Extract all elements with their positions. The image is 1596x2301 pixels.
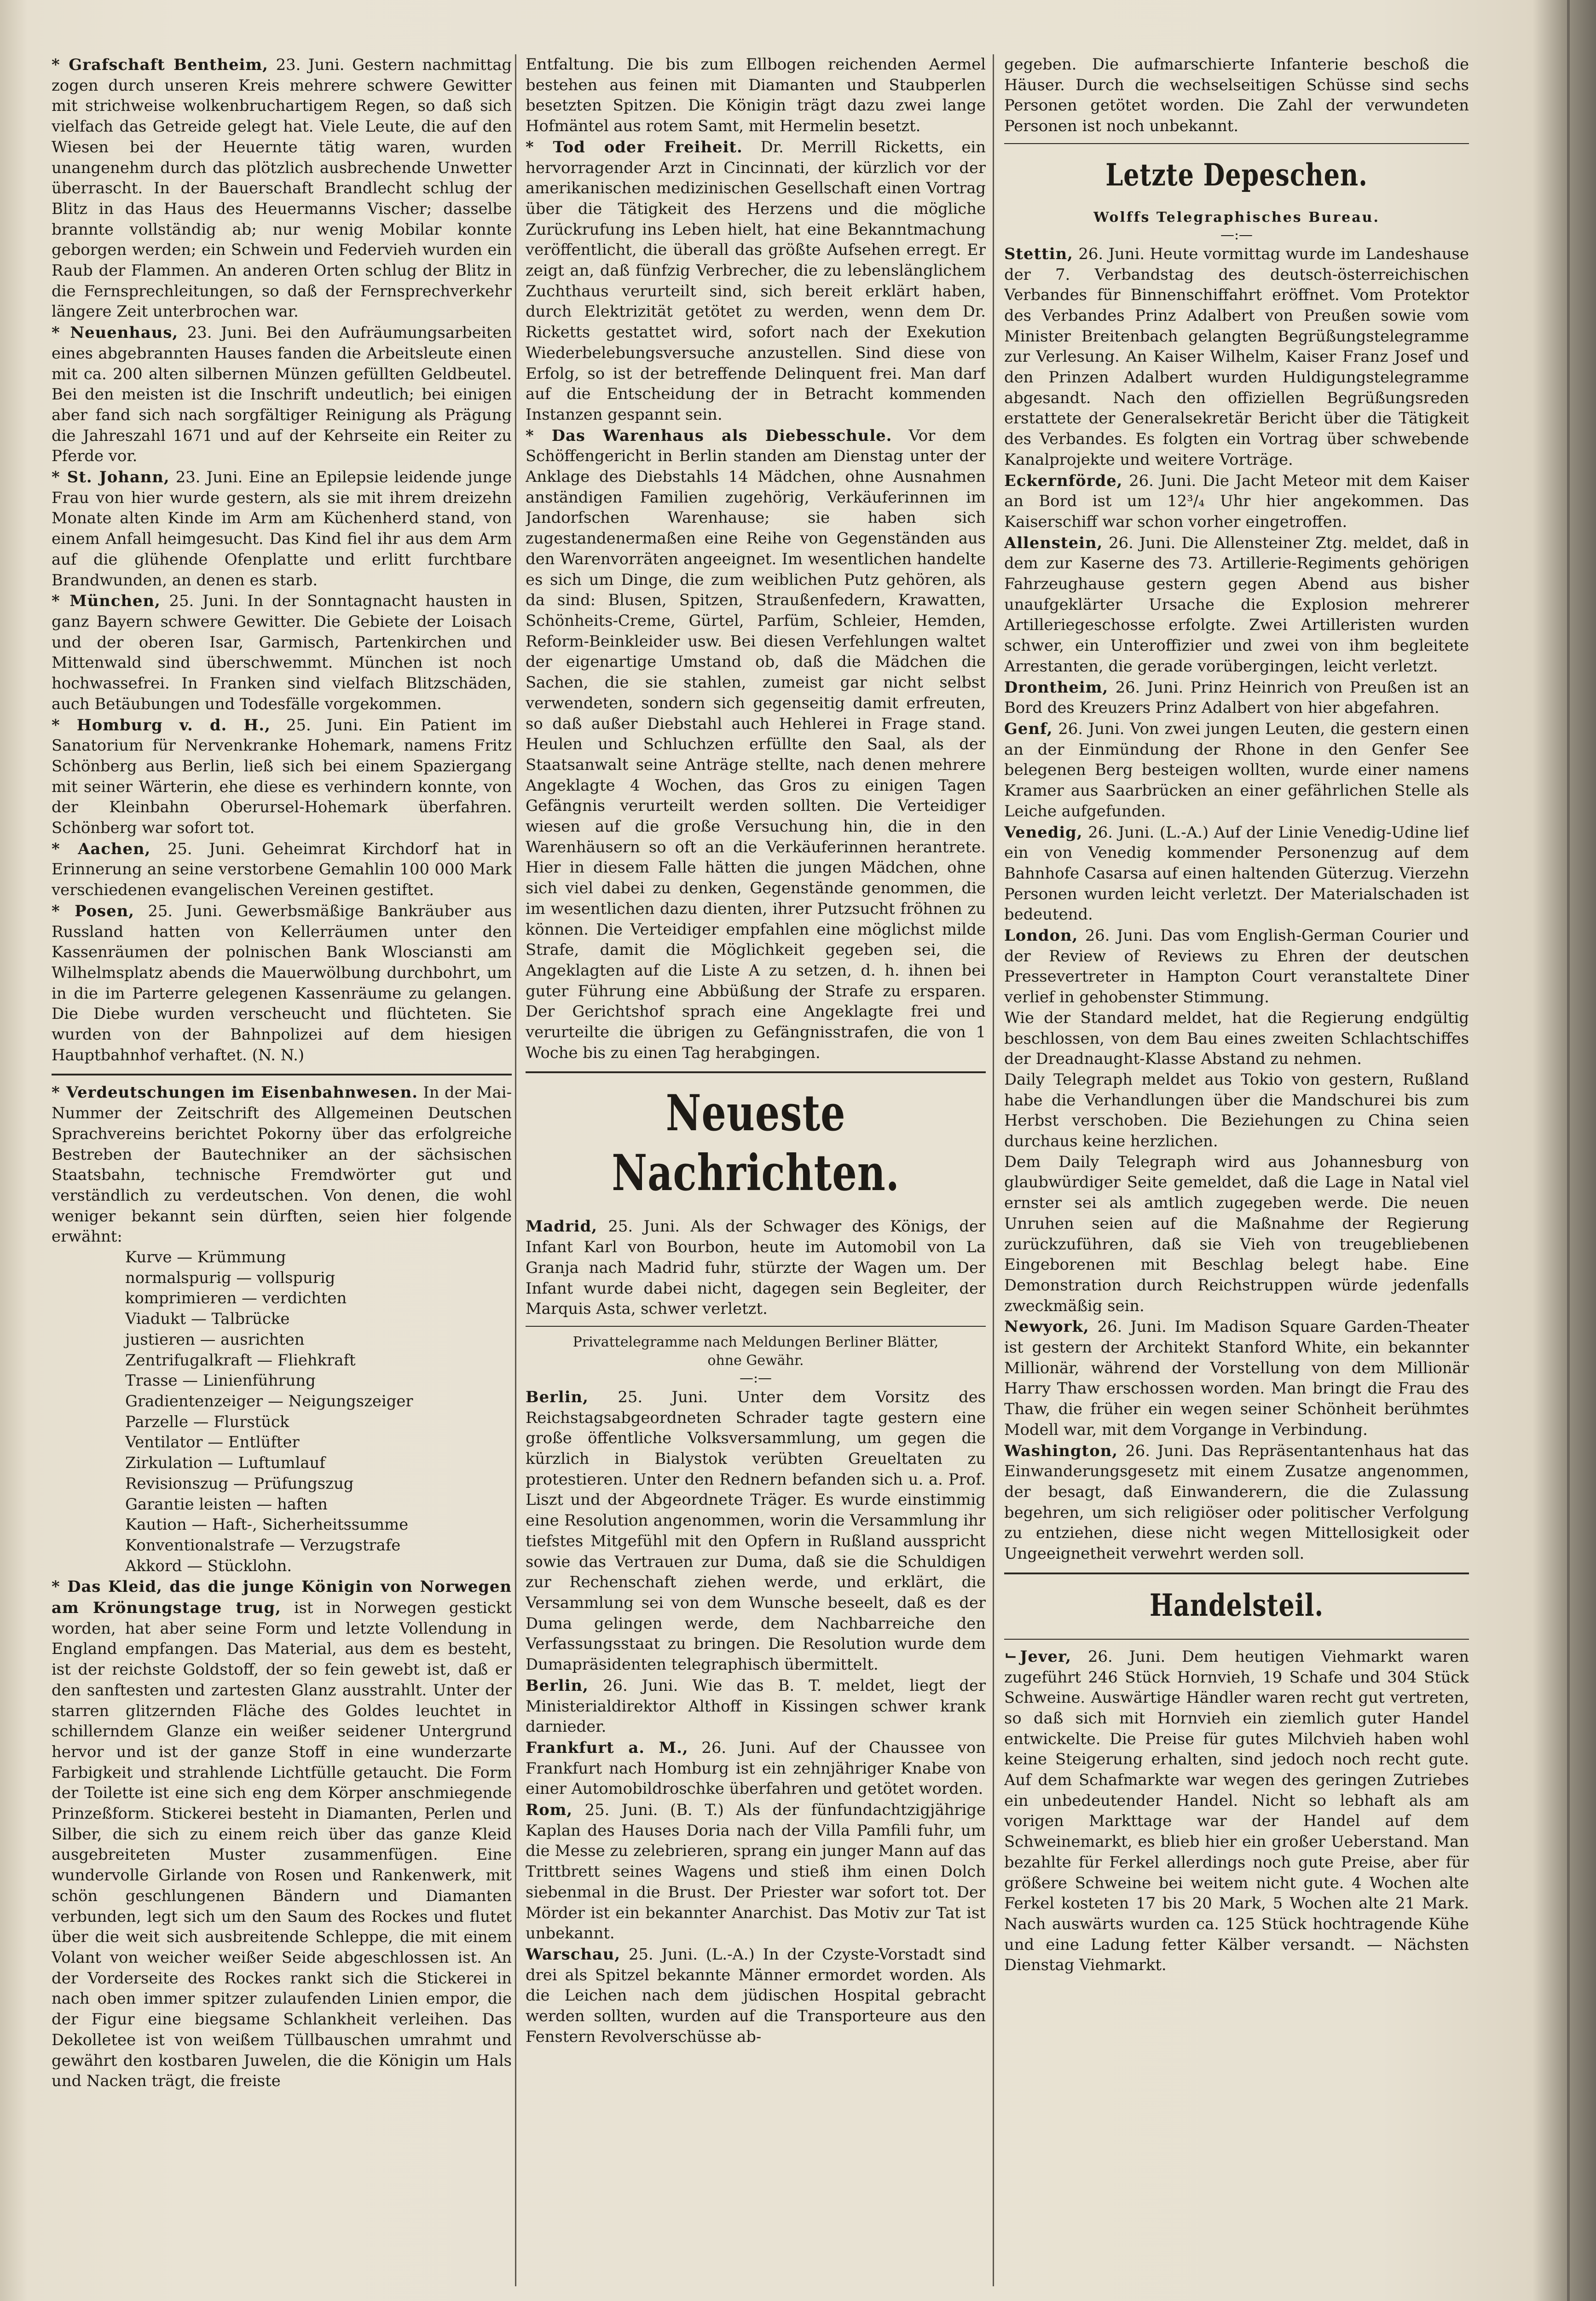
article-venedig	[1004, 822, 1469, 925]
article-body: 26. Juni. Im Madison Square Garden-Theater ist gestern der Architekt Stanford White, ein bekannter Millionär, während der Vorstellung von dem Millionär Harry Thaw erschossen worden. Man bringt die Frau des Thaw, die früher ein wegen seiner Schönheit berühmtes Modell war, mit dem Vorgange in Verbindung.	[1004, 1318, 1469, 1439]
article-st-johann	[52, 467, 512, 590]
dateline: Rom,	[526, 1800, 573, 1819]
article-tod-oder-freiheit	[526, 137, 986, 425]
article-body: 26. Juni. (L.-A.) Auf der Linie Venedig-Udine lief ein von Venedig kommender Personenzug auf dem Bahnhofe Casarsa auf einen haltenden Güterzug. Vierzehn Personen wurden leicht verletzt. Der Materialschaden ist bedeutend.	[1004, 823, 1469, 924]
subheading: Privattelegramme nach Meldungen Berliner Blätter,	[572, 1334, 939, 1350]
subheading: Wolffs Telegraphisches Bureau.	[1093, 209, 1380, 225]
dateline: * Grafschaft Bentheim,	[52, 55, 268, 74]
article-standard: Wie der Standard meldet, hat die Regierung endgültig beschlossen, von dem Bau eines zweiten Schlachtschiffes der Dreadnaught-Klasse Abstand zu nehmen.	[1004, 1008, 1469, 1068]
dateline: Warschau,	[526, 1944, 621, 1963]
article-continuation: Entfaltung. Die bis zum Ellbogen reichenden Aermel bestehen aus feinen mit Diamanten und Staubperlen besetzten Spitzen. Die Königin trägt dazu zwei lange Hofmäntel aus rotem Samt, mit Hermelin besetzt.	[526, 55, 986, 135]
dateline: Genf,	[1004, 719, 1053, 738]
article-muenchen	[52, 590, 512, 714]
list-item: Garantie leisten — haften	[125, 1495, 328, 1513]
article-genf	[1004, 718, 1469, 822]
separator: —:—	[1220, 226, 1253, 243]
article-berlin-1	[526, 1387, 986, 1675]
article-warschau	[526, 1944, 986, 2047]
article-verdeutschungen	[52, 1082, 512, 1247]
article-london	[1004, 925, 1469, 1008]
article-bentheim	[52, 54, 512, 322]
article-aachen	[52, 838, 512, 901]
list-item: Gradientenzeiger — Neigungszeiger	[125, 1392, 413, 1410]
list-item: normalspurig — vollspurig	[125, 1268, 335, 1287]
article-daily-telegraph-2: Dem Daily Telegraph wird aus Johannesburg von glaubwürdiger Seite gemeldet, daß die Lage in Natal viel ernster sei als amtlich zugegeben werde. Die neuen Unruhen seien auf die Maßnahme der Regierung zurückzuführen, daß sie Vieh von treugebliebenen Eingeborenen mit Beschlag belegt habe. Eine Demonstration durch Reichstruppen würde jedenfalls zweckmäßig sein.	[1004, 1152, 1469, 1315]
dateline: Jever,	[1020, 1647, 1072, 1665]
article-body: 23. Juni. Bei den Aufräumungsarbeiten eines abgebrannten Hauses fanden die Arbeitsleute einen mit ca. 200 alten silbernen Münzen gefüllten Geldbeutel. Bei den meisten ist die Inschrift undeutlich; bei einigen aber fand sich nach sorgfältiger Reinigung als Prägung die Jahreszahl 1671 und auf der Kehrseite ein Reiter zu Pferde vor.	[52, 324, 512, 465]
article-rom	[526, 1799, 986, 1944]
article-warenhaus	[526, 425, 986, 1064]
column-3	[1004, 54, 1469, 2291]
article-body: 25. Juni. Geheimrat Kirchdorf hat in Erinnerung an seine verstorbene Gemahlin 100 000 Mark verschiedenen evangelischen Vereinen gestiftet.	[52, 839, 512, 899]
article-headline: * Das Warenhaus als Diebesschule.	[526, 426, 892, 445]
article-body: 25. Juni. (B. T.) Als der fünfundachtzigjährige Kaplan des Hauses Doria nach der Villa Pamfili fuhr, um die Messe zu zelebrieren, sprang ein junger Mann auf das Trittbrett seines Wagens und stieß ihm einen Dolch siebenmal in die Brust. Der Priester war sofort tot. Der Mörder ist ein bekannter Anarchist. Das Motiv zur Tat ist unbekannt.	[526, 1801, 986, 1943]
article-frankfurt	[526, 1737, 986, 1799]
article-washington	[1004, 1440, 1469, 1564]
article-body: 26. Juni. Das Repräsentantenhaus hat das Einwanderungsgesetz mit einem Zusatze angenommen, der besagt, daß Einwanderern, die die Zulassung begehren, um sich religiöser oder politischer Verfolgung zu entziehen, diese nicht wegen Mittellosigkeit oder Ungeeignetheit verwehrt werden soll.	[1004, 1441, 1469, 1563]
list-item: Zirkulation — Luftumlauf	[125, 1454, 325, 1472]
article-kleid	[52, 1576, 512, 2092]
section-divider	[526, 1071, 986, 1073]
section-heading-handelsteil: Handelsteil.	[1149, 1587, 1324, 1623]
article-continuation: gegeben. Die aufmarschierte Infanterie beschoß die Häuser. Durch die wechselseitigen Schüsse sind sechs Personen getötet worden. Die Zahl der verwundeten Personen ist noch unbekannt.	[1004, 55, 1469, 135]
dateline: * München,	[52, 591, 161, 610]
article-daily-telegraph-1: Daily Telegraph meldet aus Tokio von gestern, Rußland habe die Verhandlungen über die Mandschurei bis zum Herbst verschoben. Die Beziehungen zu China seien durchaus keine herzlichen.	[1004, 1070, 1469, 1150]
list-item: Akkord — Stücklohn.	[125, 1556, 292, 1575]
list-item: Konventionalstrafe — Verzugstrafe	[125, 1536, 401, 1554]
article-body: 26. Juni. Die Jacht Meteor mit dem Kaiser an Bord ist um 12³/₄ Uhr hier angekommen. Das Kaiserschiff war schon vorher eingetroffen.	[1004, 471, 1469, 531]
article-body: 25. Juni. (L.-A.) In der Czyste-Vorstadt sind drei als Spitzel bekannte Männer ermordet worden. Als die Leichen nach dem jüdischen Hospital gebracht werden sollten, wurden auf die Transporteure aus den Fenstern Revolverschüsse ab-	[526, 1945, 986, 2046]
article-body: 26. Juni. Von zwei jungen Leuten, die gestern einen an der Einmündung der Rhone in den Genfer See belegenen Berg besteigen wollten, wurde einer namens Kramer aus Saarbrücken an einer gefährlichen Stelle als Leiche aufgefunden.	[1004, 719, 1469, 820]
article-body: 26. Juni. Die Allensteiner Ztg. meldet, daß in dem zur Kaserne des 73. Artillerie-Regiments gehörigen Fahrzeughause gestern gegen Abend aus bisher unaufgeklärter Ursache die Explosion mehrerer Artilleriegeschosse erfolgte. Zwei Artilleristen wurden schwer, ein Unteroffizier und zwei von ihm begleitete Arrestanten, die gerade vorübergingen, leicht verletzt.	[1004, 533, 1469, 675]
dateline: Drontheim,	[1004, 677, 1109, 696]
article-jever	[1004, 1646, 1469, 1976]
article-body: 25. Juni. Gewerbsmäßige Bankräuber aus Russland hatten von Kellerräumen unter den Kassenräumen der polnischen Bank Wlosciansti am Wilhelmsplatz abends die Mauerwölbung durchbohrt, um in die im Parterre gelegenen Kassenräume zu gelangen. Die Diebe wurden verscheucht und flüchteten. Sie wurden von der Bahnpolizei auf dem hiesigen Hauptbahnhof verhaftet. (N. N.)	[52, 902, 512, 1064]
article-body: 26. Juni. Prinz Heinrich von Preußen ist an Bord des Kreuzers Prinz Adalbert von hier abgefahren.	[1004, 678, 1469, 717]
article-body: 26. Juni. Wie das B. T. meldet, liegt der Ministerialdirektor Althoff in Kissingen schwer krank darnieder.	[526, 1676, 986, 1736]
list-item: Parzelle — Flurstück	[125, 1412, 289, 1431]
column-1	[52, 54, 512, 2291]
article-body: Vor dem Schöffengericht in Berlin standen am Dienstag unter der Anklage des Diebstahls 14 Mädchen, ohne Ausnahmen anständigen Familien zugehörig, Verkäuferinnen im Jandorfschen Warenhause; sie haben sich zugestandenermaßen eine Reihe von Gegenständen aus den Warenvorräten angeeignet. Im wesentlichen handelte es sich um Dinge, die zum weiblichen Putz gehören, als da sind: Blusen, Spitzen, Straußenfedern, Krawatten, Schönheits-Creme, Gürtel, Parfüm, Schleier, Hemden, Reform-Beinkleider usw. Bei diesen Verfehlungen waltet der eigenartige Umstand ob, daß die Mädchen die Sachen, die sie stahlen, zumeist gar nicht selbst verwendeten, sondern sich gegenseitig damit erfreuten, so daß außer Diebstahl auch Hehlerei in Frage stand. Heulen und Schluchzen erfüllte den Saal, als der Staatsanwalt seine Anträge stellte, nach denen mehrere Angeklagte 4 Wochen, das Gros zu einigen Tagen Gefängnis verurteilt werden sollten. Die Verteidiger wiesen auf die große Versuchung hin, die in den Warenhäusern so oft an die Verkäuferinnen herantrete. Hier in diesem Falle hätten die jungen Mädchen, ohne sich viel dabei zu denken, Gegenstände genommen, die im wesentlichen dazu dienten, ihrer Putzsucht fröhnen zu können. Die Verteidiger empfahlen eine möglichst milde Strafe, damit die Möglichkeit gegeben sei, die Angeklagten auf die Liste A zu setzen, d. h. ihnen bei guter Führung eine Abbüßung der Strafe zu ersparen. Der Gerichtshof sprach eine Angeklagte frei und verurteilte die übrigen zu Gefängnisstrafen, die von 1 Woche bis zu einen Tag herabgingen.	[526, 426, 986, 1062]
section-divider	[1004, 1639, 1469, 1640]
dateline: Berlin,	[526, 1676, 589, 1694]
dateline: Venedig,	[1004, 822, 1083, 841]
section-divider	[526, 1326, 986, 1327]
article-posen	[52, 901, 512, 1066]
column-rule-left	[515, 54, 516, 2286]
article-body: ist in Norwegen gestickt worden, hat aber seine Form und letzte Vollendung in England empfangen. Das Material, aus dem es besteht, ist der reichste Goldstoff, der so fein gewebt ist, daß er den sanftesten und zartesten Glanz ausstrahlt. Unter der starren glitzernden Fläche des Goldes leuchtet in schillerndem Glanze ein weißer seidener Untergrund hervor und ist der ganze Stoff in eine wunderzarte Farbigkeit und strahlende Lichtfülle getaucht. Die Form der Toilette ist eine sich eng dem Körper anschmiegende Prinzeßform. Stickerei besteht in Diamanten, Perlen und Silber, die sich zu einem reich über das ganze Kleid ausgebreiteten Muster zusammenfügen. Eine wundervolle Girlande von Rosen und Rankenwerk, mit schön geschlungenen Bändern und Diamanten verbunden, legt sich um den Saum des Rockes und flutet über die weit sich ausbreitende Schleppe, die mit einem Volant von weicher weißer Seide abgeschlossen ist. An der Vorderseite des Rockes rankt sich die Stickerei in nach oben immer spitzer zulaufenden Linien empor, die der Figur eine biegsame Schlankheit verleihen. Das Dekolletee ist von weißem Tüllbauschen umrahmt und gewährt den kostbaren Juwelen, die die Königin um Hals und Nacken trägt, die freiste	[52, 1599, 512, 2090]
dateline: Newyork,	[1004, 1317, 1089, 1336]
article-headline: * Tod oder Freiheit.	[526, 137, 743, 156]
list-item: Revisionszug — Prüfungszug	[125, 1474, 354, 1492]
word-list	[125, 1247, 512, 1576]
article-body: 26. Juni. Dem heutigen Viehmarkt waren zugeführt 246 Stück Hornvieh, 19 Schafe und 304 Stück Schweine. Auswärtige Händler waren recht gut vertreten, so daß sich mit Hornvieh ein ziemlich guter Handel entwickelte. Die Preise für gutes Milchvieh haben wohl keine Steigerung erhalten, sind jedoch noch recht gute. Auf dem Schafmarkte war wegen des geringen Zutriebes ein unbedeutender Handel. Nicht so lebhaft als am vorigen Markttage war der Handel auf dem Schweinemarkt, es blieb hier ein großer Ueberstand. Man bezahlte für Ferkel allerdings noch gute Preise, aber für größere Schweine bei weitem nicht gute. 4 Wochen alte Ferkel kosteten 17 bis 20 Mark, 5 Wochen alte 21 Mark. Nach auswärts wurden ca. 125 Stück hochtragende Kühe und eine Ladung fetter Kälber versandt. — Nächsten Dienstag Viehmarkt.	[1004, 1647, 1469, 1974]
article-drontheim	[1004, 677, 1469, 718]
article-neuenhaus	[52, 322, 512, 467]
article-body: 26. Juni. Heute vormittag wurde im Landeshause der 7. Verbandstag des deutsch-österreichischen Verbandes für Binnenschiffahrt eröffnet. Vom Protektor des Verbandes Prinz Adalbert von Preußen sowie vom Minister Breitenbach gelangten Begrüßungstelegramme zur Verlesung. An Kaiser Wilhelm, Kaiser Franz Josef und den Prinzen Adalbert wurden Huldigungstelegramme abgesandt. Nach den offiziellen Begrüßungsreden erstattete der Generalsekretär Bericht über die Tätigkeit des Verbandes. Es folgten ein Vortrag über schwebende Kanalprojekte und weitere Vorträge.	[1004, 244, 1469, 468]
article-newyork	[1004, 1316, 1469, 1440]
column-rule-right	[993, 54, 994, 2286]
article-headline: * Verdeutschungen im Eisenbahnwesen.	[52, 1083, 418, 1102]
article-stettin	[1004, 243, 1469, 470]
article-body: 26. Juni. Auf der Chaussee von Frankfurt nach Homburg ist ein zehnjähriger Knabe von einer Automobildroschke überfahren und getötet worden.	[526, 1738, 986, 1798]
article-body: 25. Juni. Ein Patient im Sanatorium für Nervenkranke Hohemark, namens Fritz Schönberg aus Berlin, ließ sich bei einem Spaziergang mit seiner Wärterin, ehe diese es verhindern konnte, von der Kleinbahn Oberursel-Hohemark überfahren. Schönberg war sofort tot.	[52, 716, 512, 837]
pointer-mark-icon: ⌐	[1004, 1647, 1018, 1666]
dateline: Eckernförde,	[1004, 471, 1123, 490]
dateline: * Homburg v. d. H.,	[52, 715, 271, 734]
article-headline: * Das Kleid, das die junge Königin von Norwegen am Krönungstage trug,	[52, 1577, 512, 1617]
dateline: London,	[1004, 926, 1078, 945]
article-allenstein	[1004, 532, 1469, 677]
article-body: 23. Juni. Eine an Epilepsie leidende junge Frau von hier wurde gestern, als sie mit ihrem dreizehn Monate alten Kinde im Arm am Küchenherd stand, von einem Anfall heimgesucht. Das Kind fiel ihr aus dem Arm auf die glühende Ofenplatte und erlitt furchtbare Brandwunden, an denen es starb.	[52, 468, 512, 589]
list-item: Ventilator — Entlüfter	[125, 1433, 300, 1451]
section-divider	[1004, 1573, 1469, 1574]
dateline: * Posen,	[52, 901, 135, 920]
dateline: Allenstein,	[1004, 533, 1103, 552]
section-heading-neueste-nachrichten: Neueste Nachrichten.	[612, 1084, 900, 1203]
dateline: Berlin,	[526, 1387, 589, 1406]
dateline: * Neuenhaus,	[52, 323, 179, 342]
dateline: * Aachen,	[52, 839, 151, 858]
list-item: Kaution — Haft-, Sicherheitssumme	[125, 1515, 409, 1534]
column-2	[526, 54, 986, 2291]
article-body: 23. Juni. Gestern nachmittag zogen durch unseren Kreis mehrere schwere Gewitter mit strichweise wolkenbruchartigem Regen, so daß sich vielfach das Getreide gelegt hat. Viele Leute, die auf den Wiesen bei der Heuernte tätig waren, wurden unangenehm durch das plötzlich ausbrechende Unwetter überrascht. In der Bauerschaft Brandlecht schlug der Blitz in das Haus des Heuermanns Vischer; dasselbe brannte vollständig ab; nur wenig Mobilar konnte geborgen werden; ein Schwein und Federvieh wurden ein Raub der Flammen. An anderen Orten schlug der Blitz in die Fernsprechleitungen, so daß der Fernsprechverkehr längere Zeit unterbrochen war.	[52, 56, 512, 321]
list-item: Zentrifugalkraft — Fliehkraft	[125, 1351, 356, 1369]
separator: —:—	[739, 1370, 772, 1386]
dateline: Frankfurt a. M.,	[526, 1738, 688, 1757]
list-item: Trasse — Linienführung	[125, 1371, 316, 1390]
article-body: 26. Juni. Das vom English-German Courier und der Review of Reviews zu Ehren der deutschen Pressevertreter in Hampton Court veranstaltete Diner verlief in gehobenster Stimmung.	[1004, 926, 1469, 1006]
section-divider	[1004, 143, 1469, 144]
section-divider	[52, 1074, 512, 1075]
dateline: Washington,	[1004, 1441, 1118, 1460]
subheading: ohne Gewähr.	[707, 1352, 804, 1369]
article-body: 25. Juni. Als der Schwager des Königs, der Infant Karl von Bourbon, heute im Automobil von La Granja nach Madrid fuhr, stürzte der Wagen um. Der Infant wurde dabei nicht, dagegen sein Begleiter, der Marquis Asta, schwer verletzt.	[526, 1217, 986, 1318]
article-berlin-2	[526, 1675, 986, 1737]
dateline: Stettin,	[1004, 244, 1073, 263]
dateline: * St. Johann,	[52, 468, 170, 486]
article-body: 25. Juni. In der Sonntagnacht hausten in ganz Bayern schwere Gewitter. Die Gebiete der Loisach und der oberen Isar, Garmisch, Partenkirchen und Mittenwald sind überschwemmt. München ist noch hochwassefrei. In Franken sind vielfach Blitzschäden, auch Betäubungen und Todesfälle vorgekommen.	[52, 592, 512, 713]
section-heading-letzte-depeschen: Letzte Depeschen.	[1105, 156, 1368, 193]
article-body: Dr. Merrill Ricketts, ein hervorragender Arzt in Cincinnati, der kürzlich vor der amerikanischen medizinischen Gesellschaft einen Vortrag über die Tätigkeit des Herzens und die mögliche Zurückrufung ins Leben hielt, hat eine Bekanntmachung veröffentlicht, die überall das größte Aufsehen erregt. Er zeigt an, daß fünfzig Verbrecher, die zu lebenslänglichem Zuchthaus verurteilt sind, sich bereit erklärt haben, durch Elektrizität getötet zu werden, wenn dem Dr. Ricketts gestattet wird, sofort nach der Exekution Wiederbelebungsversuche anzustellen. Sind diese von Erfolg, so ist der betreffende Delinquent frei. Man darf auf die Entscheidung der in Betracht kommenden Instanzen gespannt sein.	[526, 138, 986, 423]
page-edge	[1567, 0, 1570, 2301]
dateline: Madrid,	[526, 1217, 597, 1236]
list-item: komprimieren — verdichten	[125, 1289, 347, 1307]
article-body: 25. Juni. Unter dem Vorsitz des Reichstagsabgeordneten Schrader tagte gestern eine große öffentliche Volksversammlung, um gegen die kürzlich in Bialystok verübten Greueltaten zu protestieren. Unter den Rednern befanden sich u. a. Prof. Liszt und der Abgeordnete Träger. Es wurde einstimmig eine Resolution angenommen, worin die Versammlung ihr tiefstes Mitgefühl mit den Opfern in Rußland ausspricht sowie das Vertrauen zur Duma, daß sie die Schuldigen zur Rechenschaft ziehen werde, und erklärt, die Versammlung sei von dem Wunsche beseelt, daß es der Duma gelingen werde, dem Nachbarreiche den Verfassungsstaat zu bringen. Die Resolution wurde dem Dumapräsidenten telegraphisch übermittelt.	[526, 1388, 986, 1674]
list-item: justieren — ausrichten	[125, 1330, 305, 1348]
list-item: Kurve — Krümmung	[125, 1248, 286, 1266]
article-homburg	[52, 715, 512, 838]
list-item: Viadukt — Talbrücke	[125, 1310, 290, 1328]
article-body: In der Mai-Nummer der Zeitschrift des Allgemeinen Deutschen Sprachvereins berichtet Pokorny über das erfolgreiche Bestreben der Bautechniker an der sächsischen Staatsbahn, technische Fremdwörter gut und verständlich zu verdeutschen. Von denen, die wohl weniger bekannt sein dürften, seien hier folgende erwähnt:	[52, 1083, 512, 1246]
article-eckernfoerde	[1004, 470, 1469, 532]
article-madrid	[526, 1216, 986, 1319]
